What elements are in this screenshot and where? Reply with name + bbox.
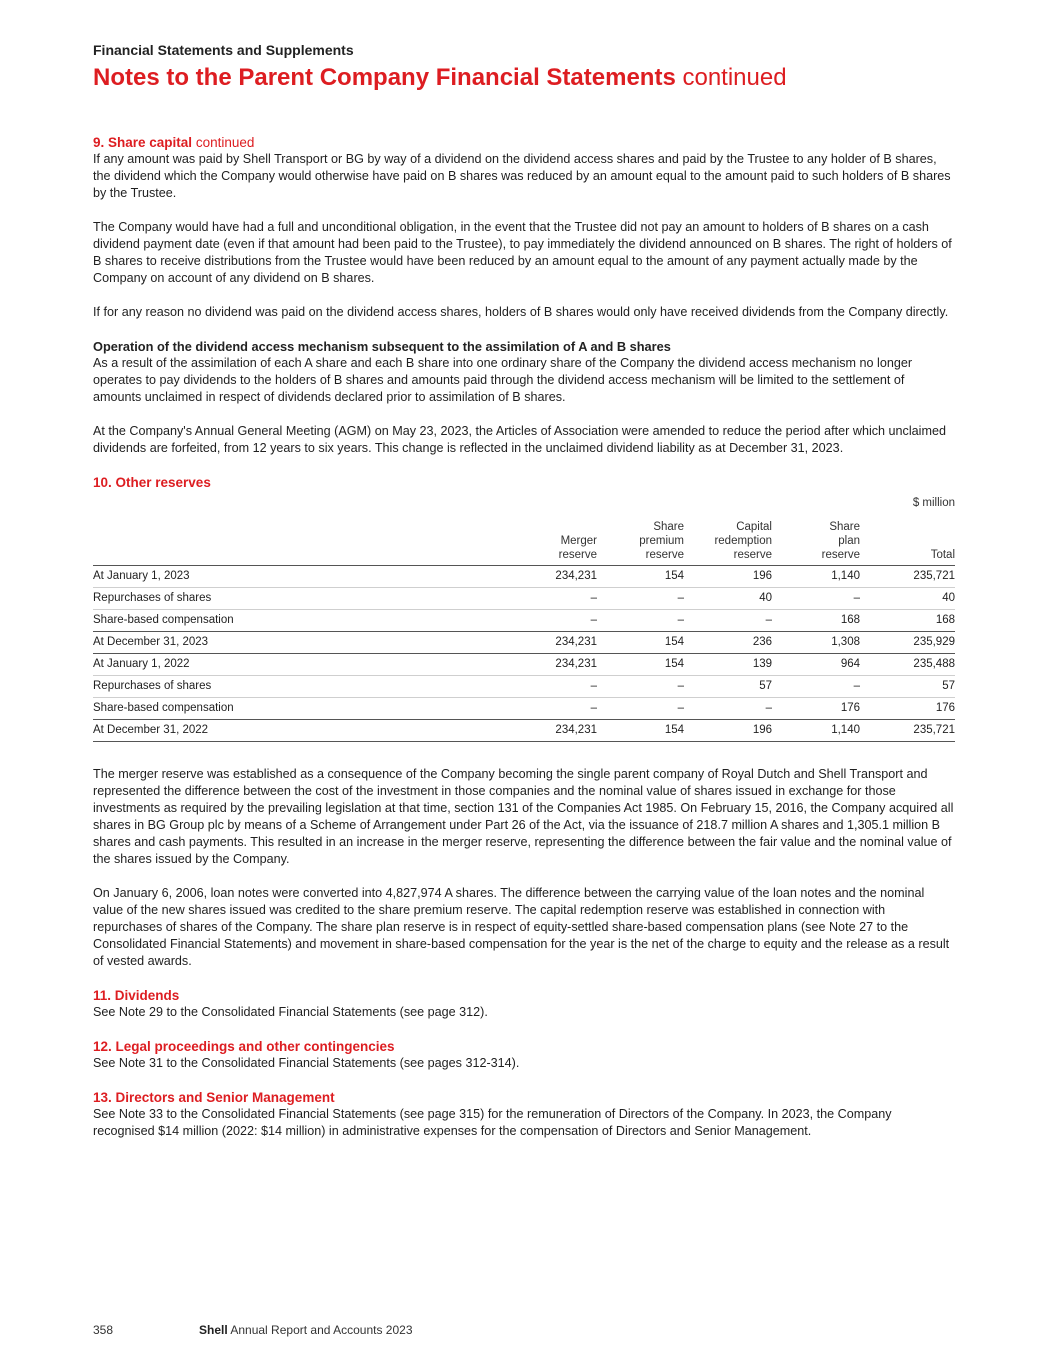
other-reserves-table xyxy=(93,520,955,742)
page-title xyxy=(93,64,787,92)
note-12-heading: 12. Legal proceedings and other contingencies xyxy=(93,1039,395,1054)
note-13-text: See Note 33 to the Consolidated Financial Statements (see page 315) for the remuneration of Directors of the Company. In 2023, the Company recognised $14 million (2022: $14 million) in administrative expenses for the compensation of Directors and Senior Management. xyxy=(93,1107,892,1138)
table-cell: – xyxy=(433,588,597,610)
table-cell: 234,231 xyxy=(433,654,597,676)
table-cell: 234,231 xyxy=(433,720,597,742)
table-cell: 176 xyxy=(860,698,955,720)
table-cell: 235,929 xyxy=(860,632,955,654)
column-header-line: Total xyxy=(930,549,955,561)
row-label: Share-based compensation xyxy=(93,698,433,720)
table-cell: 1,140 xyxy=(772,720,860,742)
page-footer xyxy=(93,1323,413,1337)
table-cell: 40 xyxy=(684,588,772,610)
table-cell: 196 xyxy=(684,720,772,742)
table-cell: 236 xyxy=(684,632,772,654)
column-header-line: reserve xyxy=(645,549,684,561)
row-label: At December 31, 2022 xyxy=(93,720,433,742)
table-row xyxy=(93,654,955,676)
table-row xyxy=(93,632,955,654)
column-header xyxy=(860,520,955,566)
table-cell: 176 xyxy=(772,698,860,720)
note-9-paragraph-2: The Company would have had a full and unconditional obligation, in the event that the Trustee did not pay an amount to holders of B shares on a cash dividend payment date (even if that amount had been paid to the Trustee), to pay immediately the dividend announced on B shares. The right of holders of B shares to receive distributions from the Trustee would have been reduced by an amount equal to the amount of any payment actually made by the Company on account of any dividend on B shares. xyxy=(93,220,952,285)
row-label: At January 1, 2023 xyxy=(93,566,433,588)
table-row xyxy=(93,588,955,610)
page-number: 358 xyxy=(93,1323,114,1337)
table-cell: 139 xyxy=(684,654,772,676)
table-cell: 57 xyxy=(860,676,955,698)
table-cell: – xyxy=(597,698,684,720)
table-row xyxy=(93,566,955,588)
column-header-line: Share xyxy=(653,521,684,533)
table-cell: – xyxy=(684,698,772,720)
column-header xyxy=(597,520,684,566)
table-cell: 168 xyxy=(860,610,955,632)
note-9-heading-suffix: continued xyxy=(192,135,255,150)
section-supertitle: Financial Statements and Supplements xyxy=(93,42,354,58)
note-9-paragraph-5: At the Company's Annual General Meeting (AGM) on May 23, 2023, the Articles of Association were amended to reduce the period after which unclaimed dividends are forfeited, from 12 years to six years. This change is reflected in the unclaimed dividend liability as at December 31, 2023. xyxy=(93,424,946,455)
note-9-heading xyxy=(93,134,955,151)
note-11-text: See Note 29 to the Consolidated Financial Statements (see page 312). xyxy=(93,1005,488,1019)
note-9-paragraph-1: If any amount was paid by Shell Transport or BG by way of a dividend on the dividend access shares and paid by the Trustee to any holder of B shares, the dividend which the Company would otherwise have paid on B shares was reduced by an amount equal to the amount paid to such holders of B shares by the Trustee. xyxy=(93,152,951,200)
column-header-line: Merger xyxy=(560,535,597,547)
note-9-paragraph-4: As a result of the assimilation of each A share and each B share into one ordinary share of the Company the dividend access mechanism no longer operates to pay dividends to the holders of B shares and amounts paid through the dividend access mechanism will be limited to the settlement of amounts unclaimed in respect of dividends declared prior to assimilation of B shares. xyxy=(93,356,913,404)
table-cell: 1,140 xyxy=(772,566,860,588)
note-13-heading: 13. Directors and Senior Management xyxy=(93,1090,335,1105)
table-cell: – xyxy=(597,610,684,632)
table-cell: 154 xyxy=(597,654,684,676)
table-cell: – xyxy=(433,698,597,720)
publication-title: Annual Report and Accounts 2023 xyxy=(227,1323,413,1337)
table-cell: 235,488 xyxy=(860,654,955,676)
page-title-main: Notes to the Parent Company Financial Statements xyxy=(93,64,676,91)
table-cell: – xyxy=(772,676,860,698)
row-label: At December 31, 2023 xyxy=(93,632,433,654)
table-cell: – xyxy=(684,610,772,632)
table-row xyxy=(93,676,955,698)
column-header-line: Share xyxy=(829,521,860,533)
table-cell: 57 xyxy=(684,676,772,698)
table-cell: 196 xyxy=(684,566,772,588)
row-label: Repurchases of shares xyxy=(93,676,433,698)
note-10-paragraph-2: On January 6, 2006, loan notes were converted into 4,827,974 A shares. The difference between the carrying value of the loan notes and the nominal value of the new shares issued was credited to the share premium reserve. The capital redemption reserve was established in connection with repurchases of shares of the Company. The share plan reserve is in respect of equity-settled share-based compensation plans (see Note 27 to the Consolidated Financial Statements) and movement in share-based compensation for the year is the net of the charge to equity and the release as a result of vested awards. xyxy=(93,886,950,968)
page-title-suffix: continued xyxy=(675,64,787,91)
table-cell: 235,721 xyxy=(860,566,955,588)
table-row xyxy=(93,610,955,632)
column-header-line: reserve xyxy=(558,549,597,561)
table-unit: $ million xyxy=(912,497,955,509)
note-12-text: See Note 31 to the Consolidated Financial Statements (see pages 312-314). xyxy=(93,1056,520,1070)
column-header-line: plan xyxy=(838,535,860,547)
table-cell: 154 xyxy=(597,566,684,588)
table-cell: 1,308 xyxy=(772,632,860,654)
table-header-row xyxy=(93,520,955,566)
row-label: Repurchases of shares xyxy=(93,588,433,610)
brand-name: Shell xyxy=(199,1323,228,1337)
table-cell: 235,721 xyxy=(860,720,955,742)
row-label: At January 1, 2022 xyxy=(93,654,433,676)
column-header-line: premium xyxy=(639,535,684,547)
table-cell: 964 xyxy=(772,654,860,676)
table-header-label xyxy=(93,520,433,566)
column-header-line: reserve xyxy=(821,549,860,561)
note-10-paragraph-1: The merger reserve was established as a consequence of the Company becoming the single parent company of Royal Dutch and Shell Transport and represented the difference between the cost of the investment in those companies and the nominal value of shares issued in exchange for those investments as required by the prevailing legislation at that time, section 131 of the Companies Act 1985. On February 15, 2016, the Company acquired all shares in BG Group plc by means of a Scheme of Arrangement under Part 26 of the Act, via the issuance of 218.7 million A shares and 1,305.1 million B shares and cash payments. This resulted in an increase in the merger reserve, representing the difference between the fair value and the nominal value of the shares issued by the Company. xyxy=(93,767,954,866)
note-9-subheading: Operation of the dividend access mechanism subsequent to the assimilation of A and B shares xyxy=(93,339,671,354)
table-cell: 154 xyxy=(597,720,684,742)
table-cell: 40 xyxy=(860,588,955,610)
content xyxy=(93,134,955,1157)
table-cell: – xyxy=(597,676,684,698)
table-row xyxy=(93,720,955,742)
table-cell: 154 xyxy=(597,632,684,654)
column-header-line: reserve xyxy=(733,549,772,561)
note-11-heading: 11. Dividends xyxy=(93,988,180,1003)
table-cell: – xyxy=(433,676,597,698)
table-row xyxy=(93,698,955,720)
note-9-paragraph-3: If for any reason no dividend was paid on the dividend access shares, holders of B shares would only have received dividends from the Company directly. xyxy=(93,305,949,319)
table-cell: – xyxy=(433,610,597,632)
table-cell: – xyxy=(772,588,860,610)
column-header xyxy=(433,520,597,566)
row-label: Share-based compensation xyxy=(93,610,433,632)
column-header xyxy=(684,520,772,566)
note-10-heading: 10. Other reserves xyxy=(93,475,211,490)
table-cell: 234,231 xyxy=(433,566,597,588)
table-cell: 168 xyxy=(772,610,860,632)
column-header xyxy=(772,520,860,566)
column-header-line: redemption xyxy=(714,535,772,547)
table-cell: 234,231 xyxy=(433,632,597,654)
note-9-heading-text: 9. Share capital xyxy=(93,135,193,150)
column-header-line: Capital xyxy=(736,521,772,533)
table-cell: – xyxy=(597,588,684,610)
